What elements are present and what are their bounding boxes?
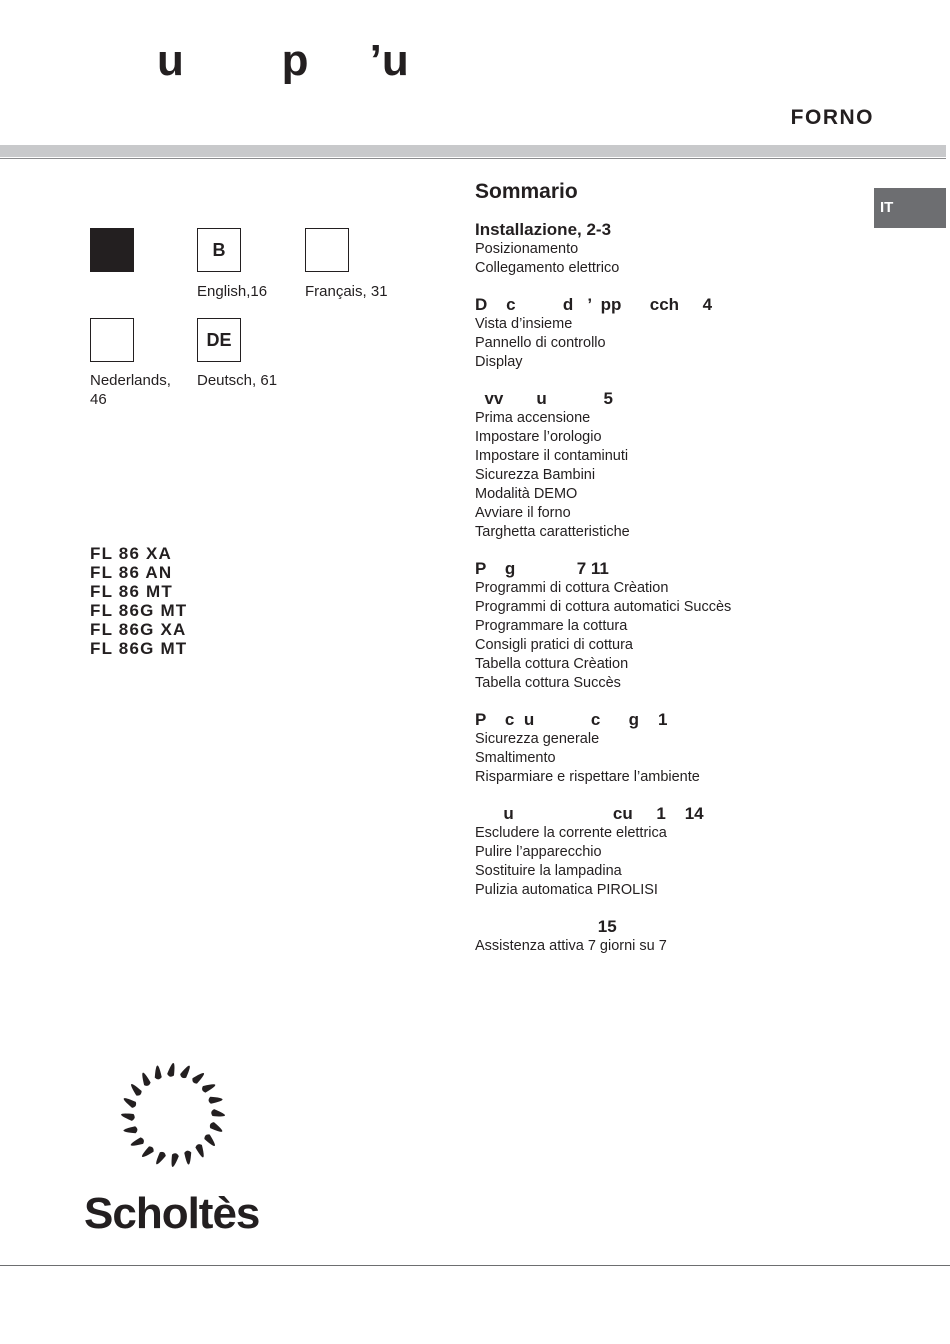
toc-section-programs: [475, 559, 875, 693]
sun-ray-icon: [123, 1126, 137, 1134]
toc-section-title: 15: [475, 917, 617, 936]
sun-ray-icon: [195, 1143, 207, 1159]
toc-item: Smaltimento: [475, 750, 556, 766]
sun-ray-icon: [129, 1137, 145, 1149]
sun-ray-icon: [191, 1071, 206, 1085]
toc-item: Pannello di controllo: [475, 335, 606, 351]
language-box-italian: [90, 228, 134, 272]
sun-ray-icon: [154, 1151, 167, 1167]
language-caption-german: Deutsch, 61: [197, 372, 278, 389]
sun-ray-icon: [179, 1064, 192, 1080]
toc-item: Sicurezza Bambini: [475, 467, 596, 483]
sun-ray-icon: [169, 1153, 179, 1168]
sun-ray-icon: [211, 1109, 226, 1119]
sun-ray-icon: [129, 1082, 143, 1097]
toc-item: Modalità DEMO: [475, 486, 578, 502]
sun-ray-icon: [140, 1145, 155, 1159]
toc-item: Assistenza attiva 7 giorni su 7: [475, 938, 667, 954]
sun-ray-icon: [167, 1062, 177, 1077]
document-title: u p ’u: [157, 36, 409, 85]
sun-ray-icon: [154, 1065, 162, 1079]
toc-item: Risparmiare e rispettare l’ambiente: [475, 769, 700, 785]
toc-item: Prima accensione: [475, 410, 591, 426]
toc-section-assistance: [475, 917, 875, 956]
toc-item: Programmare la cottura: [475, 618, 628, 634]
toc-item: Pulire l’apparecchio: [475, 844, 602, 860]
model-name: FL 86 MT: [90, 582, 173, 601]
toc-item: Posizionamento: [475, 241, 579, 257]
toc-section-description: [475, 295, 875, 372]
language-caption-dutch: Nederlands, 46: [90, 372, 171, 408]
toc-item: Display: [475, 354, 523, 370]
toc-item: Sostituire la lampadina: [475, 863, 622, 879]
toc-section-title: vv u 5: [475, 389, 613, 408]
toc-item: Vista d’insieme: [475, 316, 573, 332]
sun-ray-icon: [140, 1071, 152, 1087]
toc-section-title: D c d ’ pp cch 4: [475, 295, 713, 314]
language-box-german: DE: [197, 318, 241, 362]
sun-ray-icon: [208, 1096, 222, 1104]
language-caption-french: Français, 31: [305, 283, 388, 300]
toc-item: Escludere la corrente elettrica: [475, 825, 667, 841]
sun-ray-icon: [120, 1111, 135, 1121]
sun-ray-icon: [209, 1121, 225, 1134]
model-name: FL 86G MT: [90, 601, 188, 620]
model-name: FL 86G MT: [90, 639, 188, 658]
language-tab-it: IT: [874, 188, 946, 228]
header-divider-line: [0, 158, 946, 159]
toc-section-startup: [475, 389, 875, 542]
brand-name: Scholtès: [84, 1189, 260, 1238]
toc-item: Avviare il forno: [475, 505, 571, 521]
sun-ray-icon: [184, 1150, 192, 1164]
sun-ray-icon: [203, 1133, 217, 1148]
toc-section-title: Installazione, 2-3: [475, 220, 612, 239]
toc-item: Sicurezza generale: [475, 731, 600, 747]
toc-section-title: P g 7 11: [475, 559, 609, 578]
toc-item: Tabella cottura Crèation: [475, 656, 629, 672]
toc-item: Programmi di cottura automatici Succès: [475, 599, 732, 615]
toc-item: Tabella cottura Succès: [475, 675, 621, 691]
toc-item: Impostare il contaminuti: [475, 448, 629, 464]
toc-section-installation: [475, 220, 875, 278]
model-name: FL 86 AN: [90, 563, 173, 582]
header-divider: [0, 145, 946, 157]
toc-heading: Sommario: [475, 180, 578, 203]
toc-item: Consigli pratici di cottura: [475, 637, 633, 653]
model-list: [90, 544, 187, 658]
toc-item: Collegamento elettrico: [475, 260, 620, 276]
footer-divider: [0, 1265, 950, 1266]
toc-item: Impostare l’orologio: [475, 429, 602, 445]
model-name: FL 86 XA: [90, 544, 173, 563]
table-of-contents: [475, 178, 875, 973]
toc-item: Targhetta caratteristiche: [475, 524, 630, 540]
toc-section-precautions: [475, 710, 875, 787]
toc-item: Pulizia automatica PIROLISI: [475, 882, 658, 898]
product-type-label: FORNO: [790, 106, 874, 129]
sun-ray-icon: [122, 1096, 138, 1109]
language-box-dutch: [90, 318, 134, 362]
language-box-english: B: [197, 228, 241, 272]
toc-item: Programmi di cottura Crèation: [475, 580, 669, 596]
language-box-french: [305, 228, 349, 272]
toc-section-title: u cu 1 14: [475, 804, 704, 823]
model-name: FL 86G XA: [90, 620, 187, 639]
toc-section-title: P c u c g 1: [475, 710, 668, 729]
toc-section-maintenance: [475, 804, 875, 900]
sun-ray-icon: [201, 1082, 217, 1094]
language-caption-english: English,16: [197, 283, 268, 300]
